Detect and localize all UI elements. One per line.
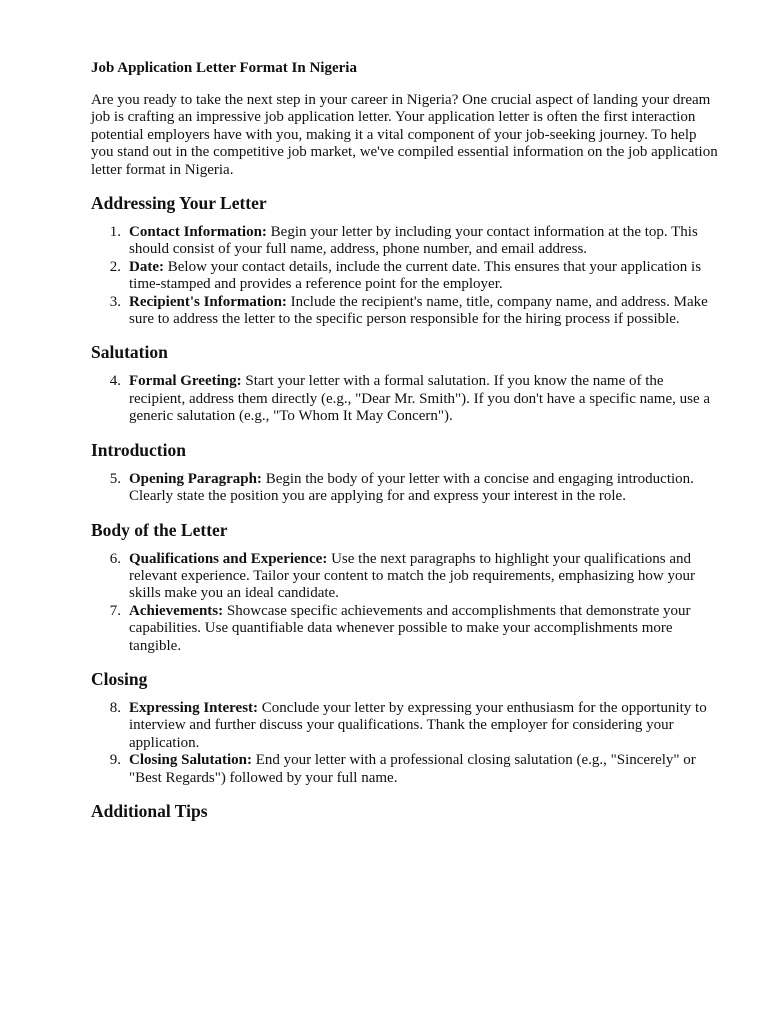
numbered-list: [91, 551, 721, 655]
item-term: Achievements:: [129, 602, 224, 619]
section-heading: Body of the Letter: [91, 519, 228, 540]
numbered-list: [91, 373, 721, 425]
item-term: Qualifications and Experience:: [129, 550, 328, 567]
item-number: 1.: [109, 224, 121, 241]
item-term: Opening Paragraph:: [129, 470, 262, 487]
item-number: 4.: [109, 373, 121, 390]
section-heading: Addressing Your Letter: [91, 193, 267, 214]
list-item: [91, 373, 721, 425]
item-text: Conclude your letter by expressing your enthusiasm for the opportunity to interview and further discuss your qualifications. Thank the employer for considering your application.: [129, 699, 707, 751]
list-item: [91, 259, 721, 294]
item-text: Start your letter with a formal salutation. If you know the name of the recipient, address them directly (e.g., "Dear Mr. Smith"). If you don't have a specific name, use a generic salutation (e.g., "To Whom It May Concern").: [129, 373, 711, 425]
item-term: Contact Information:: [129, 224, 267, 241]
section-heading: Closing: [91, 668, 148, 689]
item-term: Date:: [129, 258, 164, 275]
item-number: 6.: [109, 550, 121, 567]
list-item: [91, 224, 721, 259]
section-heading: Salutation: [91, 342, 168, 363]
item-number: 5.: [109, 470, 121, 487]
section-heading: Introduction: [91, 439, 186, 460]
section-heading: Additional Tips: [91, 800, 208, 821]
item-text: Use the next paragraphs to highlight your qualifications and relevant experience. Tailor your content to match the job requirements, emphasizing how your skills make you an ideal candidate.: [129, 550, 695, 602]
list-item: [91, 752, 721, 787]
item-term: Closing Salutation:: [129, 752, 252, 769]
intro-paragraph: Are you ready to take the next step in your career in Nigeria? One crucial aspect of landing your dream job is crafting an impressive job application letter. Your application letter is often the first interaction potential employers have with you, making it a vital component of your job-seeking journey. To help you stand out in the competitive job market, we've compiled essential information on the job application letter format in Nigeria.: [91, 92, 718, 178]
item-term: Formal Greeting:: [129, 373, 242, 390]
item-text: End your letter with a professional closing salutation (e.g., "Sincerely" or "Best Regards") followed by your full name.: [129, 752, 696, 786]
numbered-list: [91, 224, 721, 328]
item-number: 3.: [109, 293, 121, 310]
document-title: Job Application Letter Format In Nigeria: [91, 60, 357, 76]
list-item: [91, 471, 721, 506]
numbered-list: [91, 471, 721, 506]
item-number: 2.: [109, 258, 121, 275]
item-term: Recipient's Information:: [129, 293, 287, 310]
numbered-list: [91, 700, 721, 787]
list-item: [91, 294, 721, 329]
item-text: Include the recipient's name, title, company name, and address. Make sure to address the letter to the specific person responsible for the hiring process if possible.: [129, 293, 708, 328]
item-number: 9.: [109, 752, 121, 769]
item-number: 7.: [109, 602, 121, 619]
item-text: Showcase specific achievements and accomplishments that demonstrate your capabilities. Use quantifiable data whenever possible to make your accomplishments more tangible.: [129, 602, 691, 654]
list-item: [91, 551, 721, 603]
list-item: [91, 603, 721, 655]
list-item: [91, 700, 721, 752]
item-number: 8.: [109, 699, 121, 716]
item-text: Begin your letter by including your contact information at the top. This should consist of your full name, address, phone number, and email address.: [129, 224, 698, 258]
item-text: Below your contact details, include the current date. This ensures that your application is time-stamped and provides a reference point for the employer.: [129, 258, 702, 293]
item-term: Expressing Interest:: [129, 699, 259, 716]
document-page: [91, 58, 721, 832]
item-text: Begin the body of your letter with a concise and engaging introduction. Clearly state the position you are applying for and express your interest in the role.: [129, 470, 694, 505]
